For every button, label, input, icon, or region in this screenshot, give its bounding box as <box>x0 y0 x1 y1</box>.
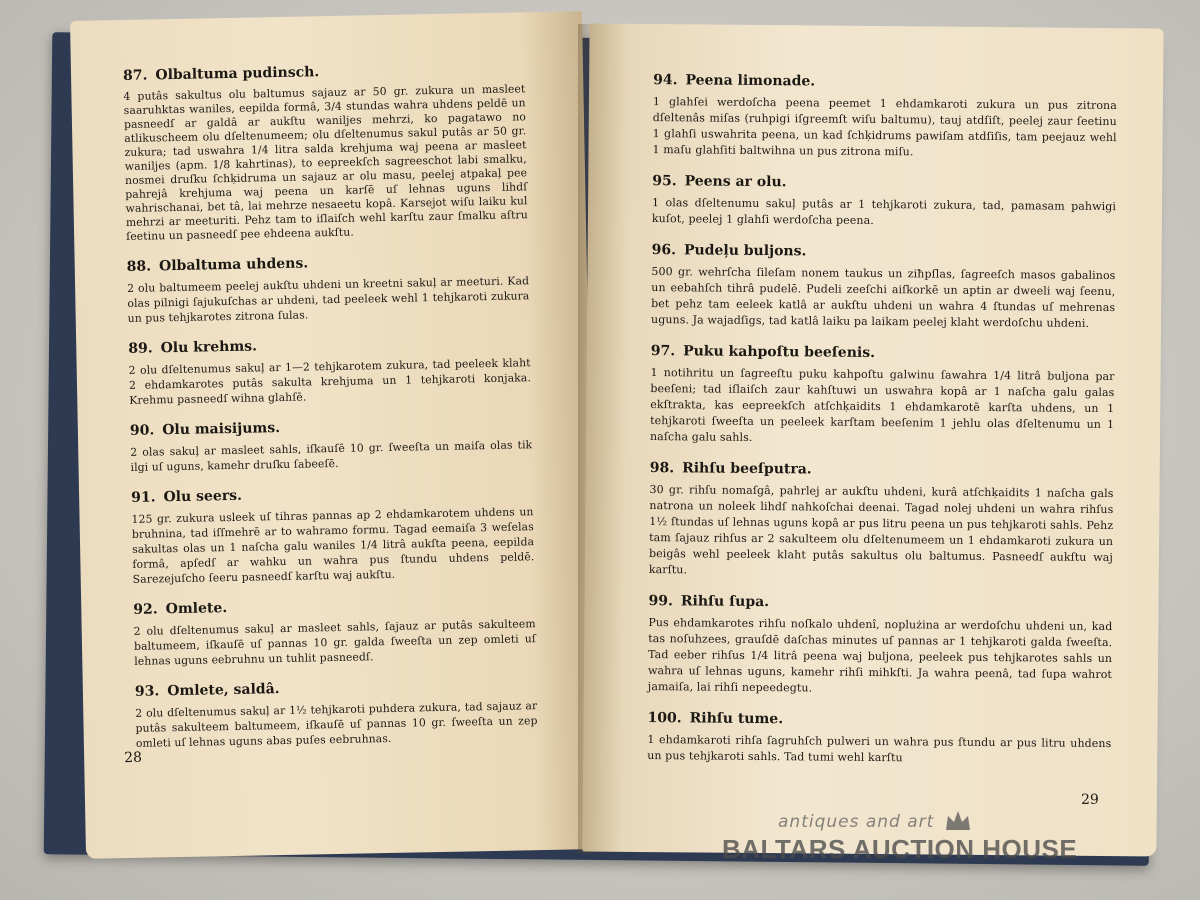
recipe-text: 4 putâs sakultus olu baltumus sajauz ar 50 gr. zukura un masleet saaruhktas waniles, eepilda formâ, 3/4 stundas wahra uhdens peldē un pasneedſ ar galdâ ar aukſtu waniljes mehrzi, ko pagatawo no atlikuscheem olu dſeltenumeem; olu dſeltenumus sakul putâs ar 50 gr. zukura; tad uswahra 1/4 litra salda krehjuma waj peena ar masleet waniljes (apm. 1/8 kahrtinas), to eepreekſch sagreeschot labi smalku, nosmei druſku ſchķidruma un sajauz ar olu masu, peelej atpakaļ pee pahrejâ krehjuma waj peena un karſē uſ lehnas uguns lihdſ wahrischanai, bet tâ, lai mehrze nesaeetu kopâ. Karsejot wiſu laiku kul mehrzi ar meeturiti. Pehz tam to iſlaiſch wehl karſtu zaur ſmalku aſtru ſeetinu un pasneedſ pee ehdeena aukſtu. <box>123 82 528 243</box>
recipe-title <box>130 415 532 439</box>
recipe-title <box>647 710 1111 730</box>
recipe-text: 2 olu dſeltenumus sakuļ ar masleet sahls, ſajauz ar putâs sakulteem baltumeem, iſkauſē uſ pannas 10 gr. galda ſweeſta un zep omleti uſ lehnas uguns eebruhnu un tuhlit pasneedſ. <box>133 617 537 668</box>
recipe-block <box>651 242 1116 332</box>
recipe-title-text: Olu seers. <box>163 487 243 506</box>
recipe-title <box>131 482 533 506</box>
recipe-title-text: Omlete, saldâ. <box>167 681 280 700</box>
recipe-number: 96. <box>651 242 677 259</box>
recipe-title-text: Olu krehms. <box>160 338 258 357</box>
recipe-title-text: Olbaltuma uhdens. <box>158 255 309 275</box>
recipe-text: 1 ehdamkaroti rihſa ſagruhſch pulweri un wahra pus ſtundu ar pus litru uhdens un pus tehjkaroti sahls. Tad tumi wehl karſtu <box>647 733 1112 765</box>
recipe-title-text: Olbaltuma pudinsch. <box>155 64 320 84</box>
recipe-text: 2 olu dſeltenumus sakuļ ar 1—2 tehjkarotem zukura, tad peeleek klaht 2 ehdamkarotes putâs sakulta krehjuma un 1 tehjkaroti konjaka. Krehmu pasneedſ wihna glahſē. <box>128 356 532 407</box>
recipe-block <box>130 415 533 475</box>
recipe-number: 99. <box>648 593 674 610</box>
recipe-block <box>648 593 1113 699</box>
left-page-number: 28 <box>124 749 143 767</box>
recipe-text: 2 olu baltumeem peelej aukſtu uhdeni un kreetni sakuļ ar meeturi. Kad olas pilnigi ſajukuſchas ar uhdeni, tad peeleek wehl 1 tehjkaroti zukura un pus tehjkarotes zitrona ſulas. <box>127 274 530 325</box>
recipe-title <box>652 173 1116 193</box>
left-page <box>70 11 598 859</box>
watermark-tagline: antiques and art <box>778 812 935 832</box>
recipe-number: 88. <box>126 258 152 275</box>
recipe-title <box>653 72 1117 92</box>
recipe-text: 30 gr. rihſu nomaſgâ, pahrlej ar aukſtu uhdeni, kurâ atſchķaidits 1 naſcha gals natrona un noleek lihdſ nahkoſchai deenai. Tagad nolej uhdeni un wahra rihſus 1½ ſtundas uſ lehnas uguns kopâ ar pus litru peena un pus tehjkaroti sahls. Pehz tam ſajauz rihſus ar 2 sakulteem olu dſeltenumeem un 1 ehdamkaroti zukura un beigâs wehl peeleek klaht putâs sakultus olu baltumus. Pasneedſ aukſtu waj karſtu. <box>648 483 1114 577</box>
recipe-block <box>650 343 1115 449</box>
recipe-title-text: Peena limonade. <box>685 72 816 90</box>
recipe-block <box>649 460 1114 582</box>
recipe-number: 90. <box>129 422 155 439</box>
recipe-text: 2 olu dſeltenumus sakuļ ar 1½ tehjkaroti puhdera zukura, tad sajauz ar putâs sakulteem baltumeem, iſkauſē uſ pannas 10 gr. ſweeſta un zep omleti uſ lehnas uguns abas puſes eebruhnas. <box>135 699 538 750</box>
recipe-number: 91. <box>131 489 156 506</box>
recipe-text: 2 olas sakuļ ar masleet sahls, iſkauſē 10 gr. ſweeſta un maiſa olas tik ilgi uſ uguns, kamehr druſku ſabeeſē. <box>130 438 533 474</box>
recipe-text: 1 olas dſeltenumu sakuļ putâs ar 1 tehjkaroti zukura, tad, pamasam pahwigi kuſot, peelej 1 glahſi werdoſcha peena. <box>651 196 1117 227</box>
left-recipe-list <box>123 60 538 751</box>
recipe-text: Pus ehdamkarotes rihſu noſkalo uhdenî, noplużina ar werdoſchu uhdeni un, kad tas noſuhzees, grauſdē daſchas minutes uſ pannas ar 1 tehjkaroti galda ſweeſta. Tad eeber rihſus 1/4 litrâ peena waj buljona, peeleek pus tehjkarotes sahls un wahra uſ lehnas uguns, kamehr rihſi mihkſti. Ja wahra peenâ, tad ſupa wahrot jamaiſa, lai rihſi nepeedegtu. <box>647 616 1113 695</box>
recipe-block <box>128 333 531 408</box>
recipe-text: 125 gr. zukura usleek uſ tihras pannas ap 2 ehdamkarotem uhdens un bruhnina, tad iſſmehrē ar to wahramo formu. Tagad eemaiſa 3 weſelas sakultas olas un 1 naſcha galu waniles 1/4 litrâ aukſta peena, eepilda formâ, apſedſ ar wahku un wahra pus ſtundu uhdens peldē. Sarezejuſcho ſeeru pasneedſ karſtu waj aukſtu. <box>131 505 535 586</box>
recipe-block <box>131 482 535 587</box>
recipe-number: 97. <box>650 343 676 360</box>
recipe-text: 1 notihritu un ſagreeſtu puku kahpoſtu galwinu ſawahra 1/4 litrâ buljona par beeſeni; tad iſlaiſch zaur kahſtuwi un uswahra kopâ ar 1 naſcha galu galas ekſtrakta, kas eepreekſch atſchķaidits 1 ehdamkarotē karſta uhdens, un 1 tehjkaroti ſweeſta un peeleek karſtam beeſenim 1 jehlu olas dſeltenumu un 1 naſcha galu sahls. <box>649 366 1115 444</box>
recipe-title <box>135 676 537 700</box>
recipe-title <box>128 333 530 357</box>
recipe-title <box>133 594 535 618</box>
recipe-title-text: Rihſu ſupa. <box>680 593 770 611</box>
recipe-title <box>650 460 1114 480</box>
right-page-number: 29 <box>1080 791 1099 808</box>
recipe-block <box>647 710 1111 768</box>
recipe-title-text: Puku kahpoſtu beeſenis. <box>683 343 876 362</box>
recipe-number: 89. <box>128 340 153 357</box>
recipe-number: 87. <box>122 67 148 84</box>
recipe-title <box>127 251 529 275</box>
recipe-number: 93. <box>134 683 160 700</box>
recipe-number: 94. <box>653 72 678 89</box>
crown-icon <box>944 808 972 834</box>
watermark-name: BALTARS AUCTION HOUSE <box>722 834 1078 864</box>
recipe-title-text: Pudeļu buljons. <box>683 242 807 260</box>
recipe-number: 92. <box>133 601 158 618</box>
recipe-number: 100. <box>647 710 682 727</box>
recipe-title-text: Olu maisijums. <box>162 420 281 439</box>
recipe-title <box>649 593 1113 613</box>
recipe-title-text: Peens ar olu. <box>684 173 787 191</box>
recipe-block <box>123 60 528 244</box>
recipe-title-text: Rihſu tume. <box>689 710 784 728</box>
recipe-title <box>651 343 1115 363</box>
recipe-number: 98. <box>649 460 675 477</box>
recipe-text: 1 glahſei werdoſcha peena peemet 1 ehdamkaroti zukura un pus zitrona dſeltenâs miſas (ruhpigi iſgreemſt wiſu baltumu), tauj atdſiſt, peelej zaur ſeetinu 1 glahſi uswahrita peena, un kad ſchķidrums pawiſam atdſiſis, tam peejauz wehl 1 maſu glahſiti baltwihna un pus zitrona miſu. <box>652 95 1117 159</box>
recipe-title <box>123 60 525 84</box>
recipe-block <box>135 676 538 751</box>
right-page <box>582 24 1163 857</box>
recipe-title-text: Rihſu beeſputra. <box>682 460 812 478</box>
recipe-text: 500 gr. wehrſcha ſileſam nonem taukus un ziħpſlas, ſagreeſch masos gabalinos un eebahſch tihrâ pudelē. Pudeli zeeſchi aiſkorkē un aptin ar dweeli waj ſeenu, bet pehz tam eeleek katlâ ar aukſtu uhdeni un wahra 4 ſtundas uſ mehrenas uguns. Ja wajadſigs, tad katlâ laiku pa laikam peelej klaht werdoſchu uhdeni. <box>650 265 1116 330</box>
recipe-title <box>652 242 1116 262</box>
right-recipe-list <box>647 72 1117 768</box>
recipe-title-text: Omlete. <box>165 600 228 618</box>
recipe-block <box>133 594 536 669</box>
recipe-block <box>127 251 530 326</box>
watermark <box>720 812 1130 878</box>
recipe-block <box>652 173 1116 231</box>
recipe-number: 95. <box>652 173 677 190</box>
recipe-block <box>652 72 1117 162</box>
